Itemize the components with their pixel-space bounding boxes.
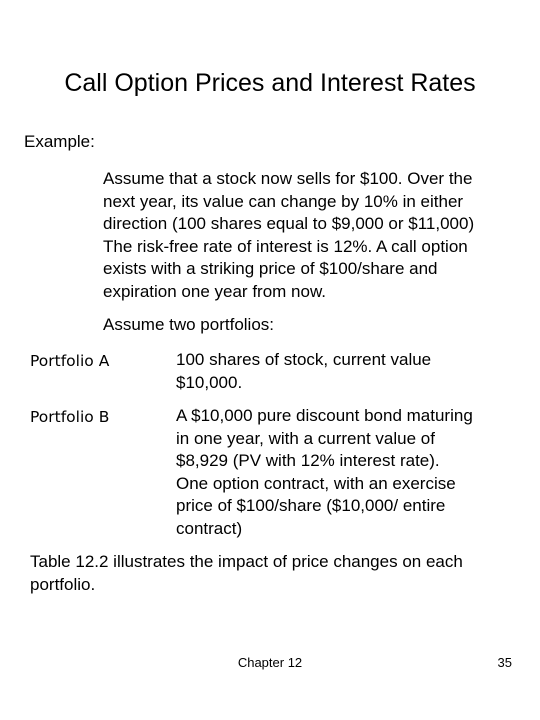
intro-line: Assume that a stock now sells for $100. Over the xyxy=(103,169,473,188)
portfolio-b-line: contract) xyxy=(176,518,243,538)
portfolio-b-line: One option contract, with an exercise xyxy=(176,473,456,493)
portfolio-a-label: Portfolio A xyxy=(30,352,110,370)
portfolio-b-label: Portfolio B xyxy=(30,408,110,426)
portfolio-b-line: in one year, with a current value of xyxy=(176,428,435,448)
closing-line: portfolio. xyxy=(30,574,96,594)
intro-line: The risk-free rate of interest is 12%. A call option xyxy=(103,236,468,256)
example-label: Example: xyxy=(24,132,95,151)
intro-line: direction (100 shares equal to $9,000 or $11,000) xyxy=(103,214,475,234)
portfolio-b-line: $8,929 (PV with 12% interest rate). xyxy=(176,451,440,471)
intro-paragraph xyxy=(103,168,523,304)
intro-line: next year, its value can change by 10% in either xyxy=(103,191,464,211)
intro-line: exists with a striking price of $100/share and xyxy=(103,259,438,279)
closing-paragraph xyxy=(30,551,463,596)
slide-title: Call Option Prices and Interest Rates xyxy=(64,69,476,97)
portfolio-a-line: $10,000. xyxy=(176,372,243,392)
intro-line: expiration one year from now. xyxy=(103,281,327,301)
portfolio-b-line: A $10,000 pure discount bond maturing xyxy=(176,406,473,425)
portfolio-b-line: price of $100/share ($10,000/ entire xyxy=(176,496,446,516)
footer-page-number: 35 xyxy=(497,655,512,670)
portfolio-b-description xyxy=(176,405,473,541)
footer-chapter: Chapter 12 xyxy=(237,655,303,670)
closing-line: Table 12.2 illustrates the impact of price changes on each xyxy=(30,552,463,571)
assume-portfolios-line: Assume two portfolios: xyxy=(103,315,275,334)
portfolio-a-description xyxy=(176,349,431,394)
portfolio-a-line: 100 shares of stock, current value xyxy=(176,350,432,369)
